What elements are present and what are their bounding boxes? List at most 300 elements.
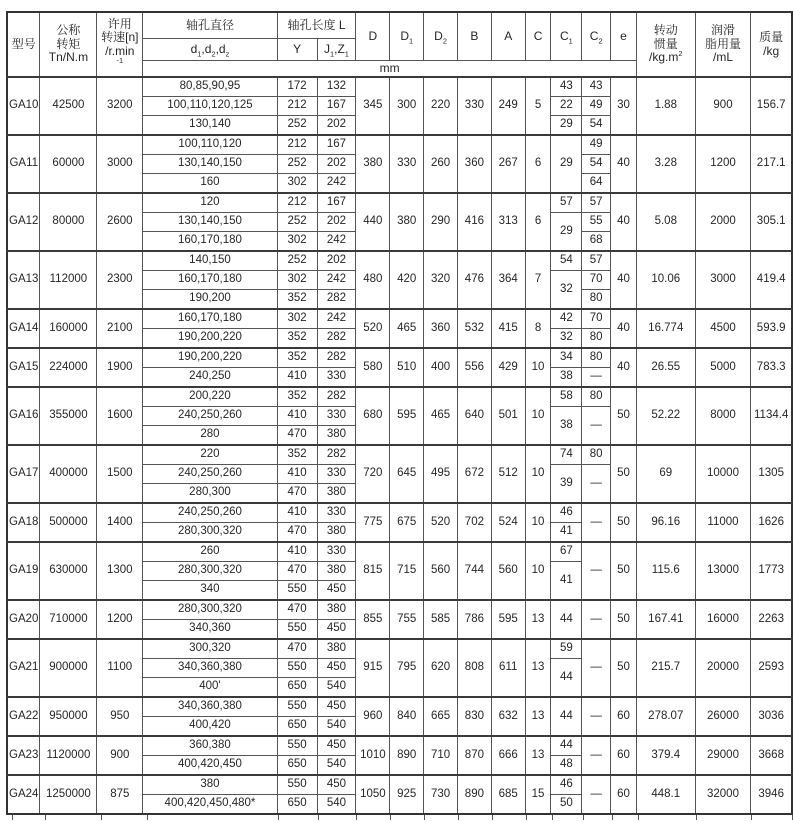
table-body — [7, 77, 792, 814]
cell-D1: 675 — [390, 503, 424, 542]
cell-C1: 29 — [551, 135, 582, 193]
cell-model: GA12 — [7, 193, 40, 251]
cell-C1: 42 — [551, 309, 582, 329]
cell-length-y: 650 — [277, 756, 317, 776]
col-header-C2: $C_2$ — [582, 12, 611, 61]
cell-mass: 3668 — [751, 736, 792, 775]
cell-C1: 38 — [551, 407, 582, 446]
cell-e: 60 — [611, 775, 637, 814]
cell-C2: — — [582, 697, 611, 736]
cell-D1: 420 — [390, 251, 424, 309]
cell-A: 611 — [491, 639, 525, 697]
cell-length-jz: 380 — [317, 639, 356, 659]
col-header-bore-length: 轴孔长度 L — [277, 12, 356, 39]
table-header — [7, 12, 792, 77]
cell-inertia: 16.774 — [636, 309, 695, 348]
cell-C2: 57 — [582, 193, 611, 213]
cell-D1: 925 — [390, 775, 424, 814]
cell-speed: 3200 — [97, 77, 143, 135]
cell-A: 512 — [491, 445, 525, 503]
cell-bore-diameters: 260 — [143, 542, 277, 562]
cell-C: 10 — [525, 445, 551, 503]
cell-B: 360 — [457, 135, 491, 193]
cell-inertia: 26.55 — [636, 348, 695, 387]
cell-grease: 32000 — [695, 775, 751, 814]
spec-row — [7, 639, 792, 659]
col-header-length-y: Y — [277, 39, 317, 61]
cell-bore-diameters: 280,300,320 — [143, 523, 277, 543]
cell-inertia: 448.1 — [636, 775, 695, 814]
cell-speed: 1900 — [97, 348, 143, 387]
cell-C: 13 — [525, 736, 551, 775]
cell-length-y: 252 — [277, 116, 317, 136]
cutoff-cell-line — [147, 815, 279, 820]
cutoff-cell-line — [278, 815, 318, 820]
cell-C1: 41 — [551, 562, 582, 601]
cell-length-jz: 282 — [317, 290, 356, 310]
cell-B: 786 — [457, 600, 491, 639]
cell-C2: — — [582, 600, 611, 639]
cell-B: 640 — [457, 387, 491, 445]
col-header-D: D — [356, 12, 390, 61]
cell-D1: 795 — [390, 639, 424, 697]
cell-grease: 3000 — [695, 251, 751, 309]
cell-mass: 305.1 — [751, 193, 792, 251]
cell-D: 380 — [356, 135, 390, 193]
cell-model: GA23 — [7, 736, 40, 775]
cell-torque: 1120000 — [40, 736, 97, 775]
cell-length-jz: 450 — [317, 659, 356, 678]
cell-D1: 465 — [390, 309, 424, 348]
cell-C1: 22 — [551, 97, 582, 116]
cell-D: 680 — [356, 387, 390, 445]
cell-grease: 13000 — [695, 542, 751, 600]
cell-bore-diameters: 300,320 — [143, 639, 277, 659]
cell-B: 330 — [457, 77, 491, 135]
cutoff-cell-line — [424, 815, 458, 820]
cell-A: 632 — [491, 697, 525, 736]
cell-D1: 300 — [390, 77, 424, 135]
cell-mass: 1305 — [751, 445, 792, 503]
cell-inertia: 96.16 — [636, 503, 695, 542]
cell-D2: 665 — [424, 697, 458, 736]
cell-C2: — — [582, 407, 611, 446]
cell-speed: 2600 — [97, 193, 143, 251]
cell-C1: 50 — [551, 795, 582, 815]
cell-mass: 1134.4 — [751, 387, 792, 445]
cell-bore-diameters: 130,140 — [143, 116, 277, 136]
cell-grease: 16000 — [695, 600, 751, 639]
cell-model: GA15 — [7, 348, 40, 387]
cell-mass: 2593 — [751, 639, 792, 697]
cell-grease: 900 — [695, 77, 751, 135]
spec-row — [7, 600, 792, 620]
cell-length-jz: 202 — [317, 213, 356, 232]
cell-C: 13 — [525, 639, 551, 697]
cell-length-jz: 540 — [317, 717, 356, 737]
cell-length-y: 302 — [277, 174, 317, 194]
cell-D1: 890 — [390, 736, 424, 775]
cell-C2: — — [582, 368, 611, 388]
cell-A: 685 — [491, 775, 525, 814]
cell-mass: 2263 — [751, 600, 792, 639]
cell-D1: 755 — [390, 600, 424, 639]
cell-D: 915 — [356, 639, 390, 697]
cell-C2: 57 — [582, 251, 611, 271]
cell-inertia: 115.6 — [636, 542, 695, 600]
cell-D2: 520 — [424, 503, 458, 542]
cell-C1: 39 — [551, 465, 582, 504]
cell-bore-diameters: 400,420,450 — [143, 756, 277, 776]
cutoff-cell-line — [638, 815, 696, 820]
cell-torque: 500000 — [40, 503, 97, 542]
cell-torque: 630000 — [40, 542, 97, 600]
cell-grease: 4500 — [695, 309, 751, 348]
cell-mass: 1773 — [751, 542, 792, 600]
cell-D: 815 — [356, 542, 390, 600]
cell-e: 50 — [611, 600, 637, 639]
cell-C1: 54 — [551, 251, 582, 271]
cell-bore-diameters: 400,420,450,480* — [143, 795, 277, 815]
cell-length-jz: 282 — [317, 387, 356, 407]
cell-C: 6 — [525, 135, 551, 193]
cutoff-row-stub — [12, 815, 793, 820]
cell-torque: 112000 — [40, 251, 97, 309]
cell-length-jz: 330 — [317, 542, 356, 562]
cell-torque: 80000 — [40, 193, 97, 251]
cell-model: GA19 — [7, 542, 40, 600]
cell-C2: 80 — [582, 445, 611, 465]
cell-length-y: 550 — [277, 659, 317, 678]
cell-speed: 1400 — [97, 503, 143, 542]
cell-C2: — — [582, 542, 611, 600]
col-header-e: e — [611, 12, 637, 61]
cell-B: 556 — [457, 348, 491, 387]
cell-C1: 44 — [551, 697, 582, 736]
cell-D2: 585 — [424, 600, 458, 639]
cell-D: 345 — [356, 77, 390, 135]
cell-speed: 3000 — [97, 135, 143, 193]
cutoff-cell-line — [696, 815, 751, 820]
cell-D2: 710 — [424, 736, 458, 775]
col-header-mass: 质量 /kg — [751, 12, 792, 77]
cell-D2: 730 — [424, 775, 458, 814]
cell-bore-diameters: 120 — [143, 193, 277, 213]
col-header-B: B — [457, 12, 491, 61]
cell-model: GA13 — [7, 251, 40, 309]
cell-D1: 715 — [390, 542, 424, 600]
cell-B: 808 — [457, 639, 491, 697]
cell-length-jz: 282 — [317, 445, 356, 465]
cell-C: 7 — [525, 251, 551, 309]
cell-C1: 46 — [551, 503, 582, 523]
cell-length-jz: 450 — [317, 620, 356, 640]
cell-length-jz: 380 — [317, 484, 356, 504]
cell-grease: 5000 — [695, 348, 751, 387]
cell-length-y: 550 — [277, 736, 317, 756]
cell-bore-diameters: 380 — [143, 775, 277, 795]
cell-A: 524 — [491, 503, 525, 542]
cell-length-jz: 330 — [317, 503, 356, 523]
cell-e: 60 — [611, 697, 637, 736]
cell-C2: 70 — [582, 271, 611, 290]
cell-C1: 32 — [551, 329, 582, 349]
cell-bore-diameters: 140,150 — [143, 251, 277, 271]
cell-inertia: 3.28 — [636, 135, 695, 193]
cell-D2: 360 — [424, 309, 458, 348]
cell-C: 13 — [525, 600, 551, 639]
cell-D1: 840 — [390, 697, 424, 736]
cell-C1: 44 — [551, 600, 582, 639]
cell-torque: 60000 — [40, 135, 97, 193]
cell-speed: 875 — [97, 775, 143, 814]
cell-bore-diameters: 160 — [143, 174, 277, 194]
cell-A: 364 — [491, 251, 525, 309]
cell-C: 10 — [525, 387, 551, 445]
cell-torque: 950000 — [40, 697, 97, 736]
cell-torque: 900000 — [40, 639, 97, 697]
cell-mass: 593.9 — [751, 309, 792, 348]
cell-mass: 783.3 — [751, 348, 792, 387]
col-header-C1: $C_1$ — [551, 12, 582, 61]
spec-row — [7, 348, 792, 368]
cutoff-cell-line — [356, 815, 390, 820]
cell-length-jz: 167 — [317, 135, 356, 155]
cell-bore-diameters: 100,110,120,125 — [143, 97, 277, 116]
cell-C1: 46 — [551, 775, 582, 795]
cell-D2: 465 — [424, 387, 458, 445]
cell-length-jz: 242 — [317, 271, 356, 290]
cell-C1: 44 — [551, 736, 582, 756]
cutoff-cell-line — [492, 815, 526, 820]
cell-bore-diameters: 160,170,180 — [143, 309, 277, 329]
cell-C2: 54 — [582, 155, 611, 174]
cell-length-jz: 202 — [317, 251, 356, 271]
cell-length-jz: 540 — [317, 756, 356, 776]
cell-length-y: 352 — [277, 387, 317, 407]
cell-B: 744 — [457, 542, 491, 600]
col-header-D1: $D_1$ — [390, 12, 424, 61]
cell-speed: 2300 — [97, 251, 143, 309]
cell-bore-diameters: 400,420 — [143, 717, 277, 737]
cell-bore-diameters: 240,250 — [143, 368, 277, 388]
cell-bore-diameters: 220 — [143, 445, 277, 465]
col-header-inertia: 转动 惯量 $/kg.m^2$ — [636, 12, 695, 77]
cell-length-y: 470 — [277, 484, 317, 504]
cell-length-y: 172 — [277, 77, 317, 97]
col-header-bore-diameter-sub: $d_1,d_2,d_z$ — [143, 39, 277, 61]
cell-A: 560 — [491, 542, 525, 600]
cell-inertia: 52.22 — [636, 387, 695, 445]
cell-bore-diameters: 190,200,220 — [143, 348, 277, 368]
cell-e: 40 — [611, 309, 637, 348]
cell-C2: 43 — [582, 77, 611, 97]
cell-inertia: 167.41 — [636, 600, 695, 639]
cell-C1: 43 — [551, 77, 582, 97]
cell-length-y: 212 — [277, 97, 317, 116]
cell-model: GA11 — [7, 135, 40, 193]
cell-length-y: 650 — [277, 717, 317, 737]
col-header-model: 型号 — [7, 12, 40, 77]
cell-C: 10 — [525, 542, 551, 600]
cell-length-y: 470 — [277, 562, 317, 581]
cell-D: 480 — [356, 251, 390, 309]
cell-C2: — — [582, 736, 611, 775]
cell-length-y: 352 — [277, 290, 317, 310]
cell-bore-diameters: 240,250,260 — [143, 407, 277, 426]
cell-e: 60 — [611, 736, 637, 775]
cell-C2: 80 — [582, 348, 611, 368]
cell-C1: 74 — [551, 445, 582, 465]
cell-e: 50 — [611, 542, 637, 600]
cell-bore-diameters: 190,200,220 — [143, 329, 277, 349]
cell-torque: 224000 — [40, 348, 97, 387]
cell-C1: 58 — [551, 387, 582, 407]
cell-length-jz: 132 — [317, 77, 356, 97]
col-header-length-jz: $J_1,Z_1$ — [317, 39, 356, 61]
cell-length-y: 252 — [277, 155, 317, 174]
cell-C: 6 — [525, 193, 551, 251]
cell-C2: 80 — [582, 387, 611, 407]
cell-e: 40 — [611, 348, 637, 387]
cell-length-jz: 380 — [317, 562, 356, 581]
cell-A: 501 — [491, 387, 525, 445]
cell-length-y: 252 — [277, 213, 317, 232]
cutoff-cell-line — [45, 815, 101, 820]
cell-model: GA20 — [7, 600, 40, 639]
cell-inertia: 215.7 — [636, 639, 695, 697]
cell-length-jz: 450 — [317, 581, 356, 601]
cell-speed: 1500 — [97, 445, 143, 503]
cell-grease: 2000 — [695, 193, 751, 251]
cell-C2: — — [582, 639, 611, 697]
cell-speed: 1200 — [97, 600, 143, 639]
cell-length-y: 352 — [277, 445, 317, 465]
cell-bore-diameters: 400' — [143, 678, 277, 698]
cell-A: 429 — [491, 348, 525, 387]
cell-length-y: 470 — [277, 639, 317, 659]
cell-D2: 220 — [424, 77, 458, 135]
cell-bore-diameters: 340,360,380 — [143, 659, 277, 678]
cell-model: GA18 — [7, 503, 40, 542]
spec-row — [7, 309, 792, 329]
cell-D2: 560 — [424, 542, 458, 600]
cell-length-y: 550 — [277, 581, 317, 601]
cell-D1: 330 — [390, 135, 424, 193]
cell-bore-diameters: 280 — [143, 426, 277, 446]
spec-row — [7, 775, 792, 795]
cell-grease: 8000 — [695, 387, 751, 445]
cell-length-jz: 282 — [317, 348, 356, 368]
cell-C1: 38 — [551, 368, 582, 388]
cell-speed: 1100 — [97, 639, 143, 697]
cell-length-jz: 380 — [317, 523, 356, 543]
cell-length-jz: 330 — [317, 368, 356, 388]
cell-mass: 156.7 — [751, 77, 792, 135]
cell-torque: 42500 — [40, 77, 97, 135]
cell-D: 1050 — [356, 775, 390, 814]
cell-C: 13 — [525, 697, 551, 736]
cell-bore-diameters: 360,380 — [143, 736, 277, 756]
cell-C2: — — [582, 465, 611, 504]
cell-inertia: 5.08 — [636, 193, 695, 251]
cell-torque: 355000 — [40, 387, 97, 445]
cell-length-jz: 282 — [317, 329, 356, 349]
cell-D: 775 — [356, 503, 390, 542]
cutoff-cell-line — [612, 815, 638, 820]
cutoff-cell-line — [101, 815, 146, 820]
cutoff-cell-line — [526, 815, 552, 820]
cell-D: 1010 — [356, 736, 390, 775]
cell-length-y: 302 — [277, 232, 317, 252]
cell-A: 666 — [491, 736, 525, 775]
cell-C1: 67 — [551, 542, 582, 562]
cell-mass: 1626 — [751, 503, 792, 542]
cell-bore-diameters: 280,300,320 — [143, 562, 277, 581]
cutoff-cell-line — [458, 815, 492, 820]
cell-bore-diameters: 80,85,90,95 — [143, 77, 277, 97]
cell-torque: 400000 — [40, 445, 97, 503]
cell-length-jz: 242 — [317, 232, 356, 252]
cell-length-y: 352 — [277, 329, 317, 349]
cell-length-jz: 242 — [317, 174, 356, 194]
cell-length-jz: 242 — [317, 309, 356, 329]
spec-row — [7, 503, 792, 523]
cell-length-y: 650 — [277, 795, 317, 815]
spec-row — [7, 445, 792, 465]
spec-row — [7, 387, 792, 407]
cell-length-y: 302 — [277, 271, 317, 290]
cell-bore-diameters: 280,300 — [143, 484, 277, 504]
cell-model: GA16 — [7, 387, 40, 445]
cell-C2: 68 — [582, 232, 611, 252]
cell-grease: 1200 — [695, 135, 751, 193]
cell-C1: 57 — [551, 193, 582, 213]
cell-e: 50 — [611, 639, 637, 697]
cell-mass: 217.1 — [751, 135, 792, 193]
cell-inertia: 69 — [636, 445, 695, 503]
cell-B: 870 — [457, 736, 491, 775]
cell-bore-diameters: 240,250,260 — [143, 465, 277, 484]
cutoff-cell-line — [751, 815, 793, 820]
cell-model: GA21 — [7, 639, 40, 697]
cell-e: 50 — [611, 445, 637, 503]
cell-torque: 160000 — [40, 309, 97, 348]
cell-D1: 510 — [390, 348, 424, 387]
cell-D1: 380 — [390, 193, 424, 251]
cell-C: 10 — [525, 503, 551, 542]
cell-bore-diameters: 130,140,150 — [143, 213, 277, 232]
cutoff-cell-line — [12, 815, 45, 820]
cell-e: 30 — [611, 77, 637, 135]
cell-C2: 54 — [582, 116, 611, 136]
cell-length-y: 650 — [277, 678, 317, 698]
cell-length-y: 352 — [277, 348, 317, 368]
cell-length-jz: 330 — [317, 465, 356, 484]
cell-C1: 32 — [551, 271, 582, 310]
cell-length-y: 410 — [277, 368, 317, 388]
cell-B: 476 — [457, 251, 491, 309]
cell-length-y: 470 — [277, 523, 317, 543]
cell-grease: 26000 — [695, 697, 751, 736]
cell-C2: 55 — [582, 213, 611, 232]
cell-D: 580 — [356, 348, 390, 387]
cell-A: 267 — [491, 135, 525, 193]
cell-C1: 29 — [551, 116, 582, 136]
cell-length-y: 470 — [277, 426, 317, 446]
cell-C2: — — [582, 775, 611, 814]
cell-length-jz: 450 — [317, 736, 356, 756]
